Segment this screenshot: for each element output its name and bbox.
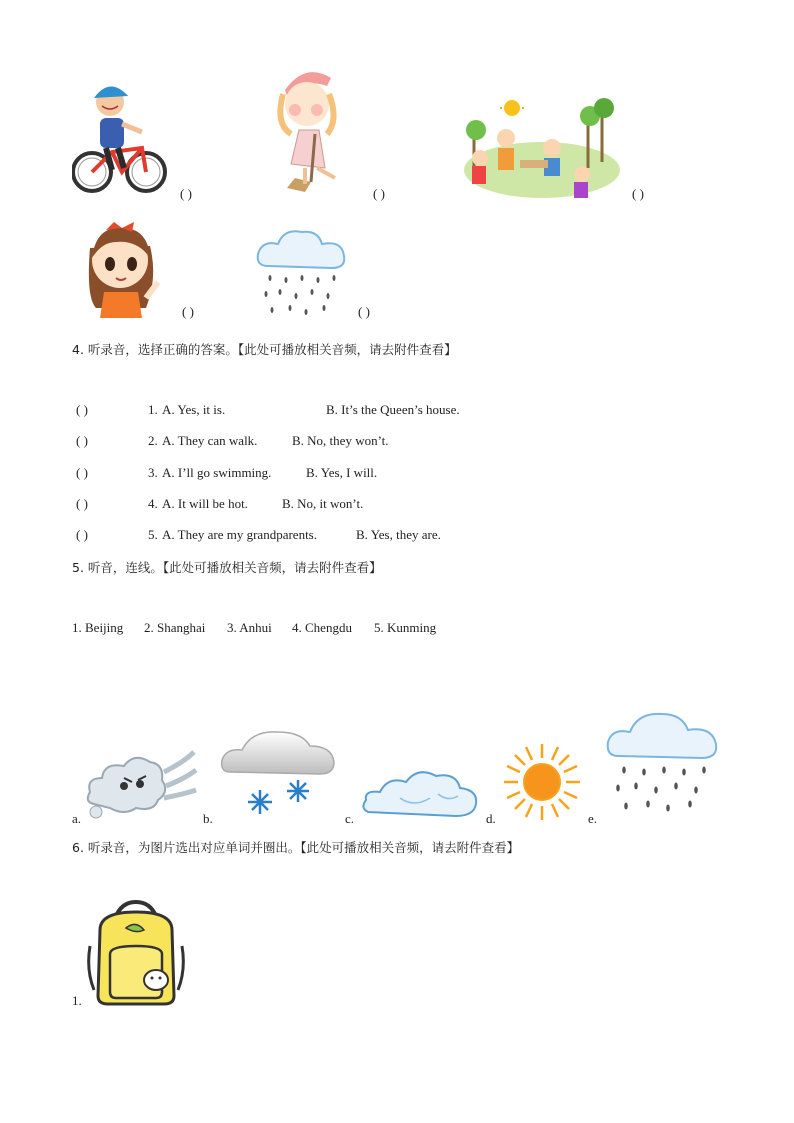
item-number: 4. xyxy=(148,496,158,511)
city-item: 2. Shanghai xyxy=(144,620,206,635)
answer-bracket[interactable]: ( ) xyxy=(76,402,88,417)
sun-image xyxy=(502,742,582,822)
cloudy-image xyxy=(360,762,480,824)
option-b: B. No, they won’t. xyxy=(292,433,389,448)
windy-cloud-image xyxy=(84,742,198,822)
row2-answer-bracket-1[interactable]: ( ) xyxy=(182,304,194,319)
item-number: 2. xyxy=(148,433,158,448)
family-picnic-image xyxy=(462,98,620,200)
row1-answer-bracket-1[interactable]: ( ) xyxy=(180,186,192,201)
option-letter-e: e. xyxy=(588,811,598,826)
item-number: 1. xyxy=(148,402,158,417)
backpack-image xyxy=(86,900,186,1006)
row1-answer-bracket-3[interactable]: ( ) xyxy=(632,186,644,201)
option-a: A. Yes, it is. xyxy=(162,402,226,417)
option-letter-a: a. xyxy=(72,811,82,826)
option-a: A. I’ll go swimming. xyxy=(162,465,272,480)
answer-bracket[interactable]: ( ) xyxy=(76,465,88,480)
city-item: 1. Beijing xyxy=(72,620,124,635)
answer-bracket[interactable]: ( ) xyxy=(76,496,88,511)
option-a: A. They are my grandparents. xyxy=(162,527,317,542)
option-a: A. They can walk. xyxy=(162,433,258,448)
waving-girl-image xyxy=(76,218,168,320)
item-number: 5. xyxy=(148,527,158,542)
rain-cloud-image xyxy=(256,226,348,316)
option-letter-d: d. xyxy=(486,811,496,826)
q5-title: 5. 听音，连线。【此处可播放相关音频，请去附件查看】 xyxy=(72,560,382,575)
rain-cloud-image xyxy=(606,708,720,818)
option-letter-c: c. xyxy=(345,811,355,826)
row1-answer-bracket-2[interactable]: ( ) xyxy=(373,186,385,201)
option-b: B. It’s the Queen’s house. xyxy=(326,402,460,417)
boy-riding-bike-image xyxy=(72,72,172,200)
girl-sweeping-image xyxy=(265,64,365,200)
city-item: 3. Anhui xyxy=(227,620,272,635)
option-letter-b: b. xyxy=(203,811,213,826)
option-b: B. Yes, I will. xyxy=(306,465,378,480)
q4-title: 4. 听录音，选择正确的答案。【此处可播放相关音频，请去附件查看】 xyxy=(72,342,457,357)
city-item: 4. Chengdu xyxy=(292,620,352,635)
answer-bracket[interactable]: ( ) xyxy=(76,433,88,448)
option-b: B. Yes, they are. xyxy=(356,527,441,542)
city-item: 5. Kunming xyxy=(374,620,437,635)
item-number: 3. xyxy=(148,465,158,480)
option-a: A. It will be hot. xyxy=(162,496,248,511)
q6-title: 6. 听录音，为图片选出对应单词并圈出。【此处可播放相关音频，请去附件查看】 xyxy=(72,840,520,855)
option-b: B. No, it won’t. xyxy=(282,496,364,511)
snow-cloud-image xyxy=(218,728,338,824)
answer-bracket[interactable]: ( ) xyxy=(76,527,88,542)
q6-item-1-label: 1. xyxy=(72,993,82,1008)
row2-answer-bracket-2[interactable]: ( ) xyxy=(358,304,370,319)
